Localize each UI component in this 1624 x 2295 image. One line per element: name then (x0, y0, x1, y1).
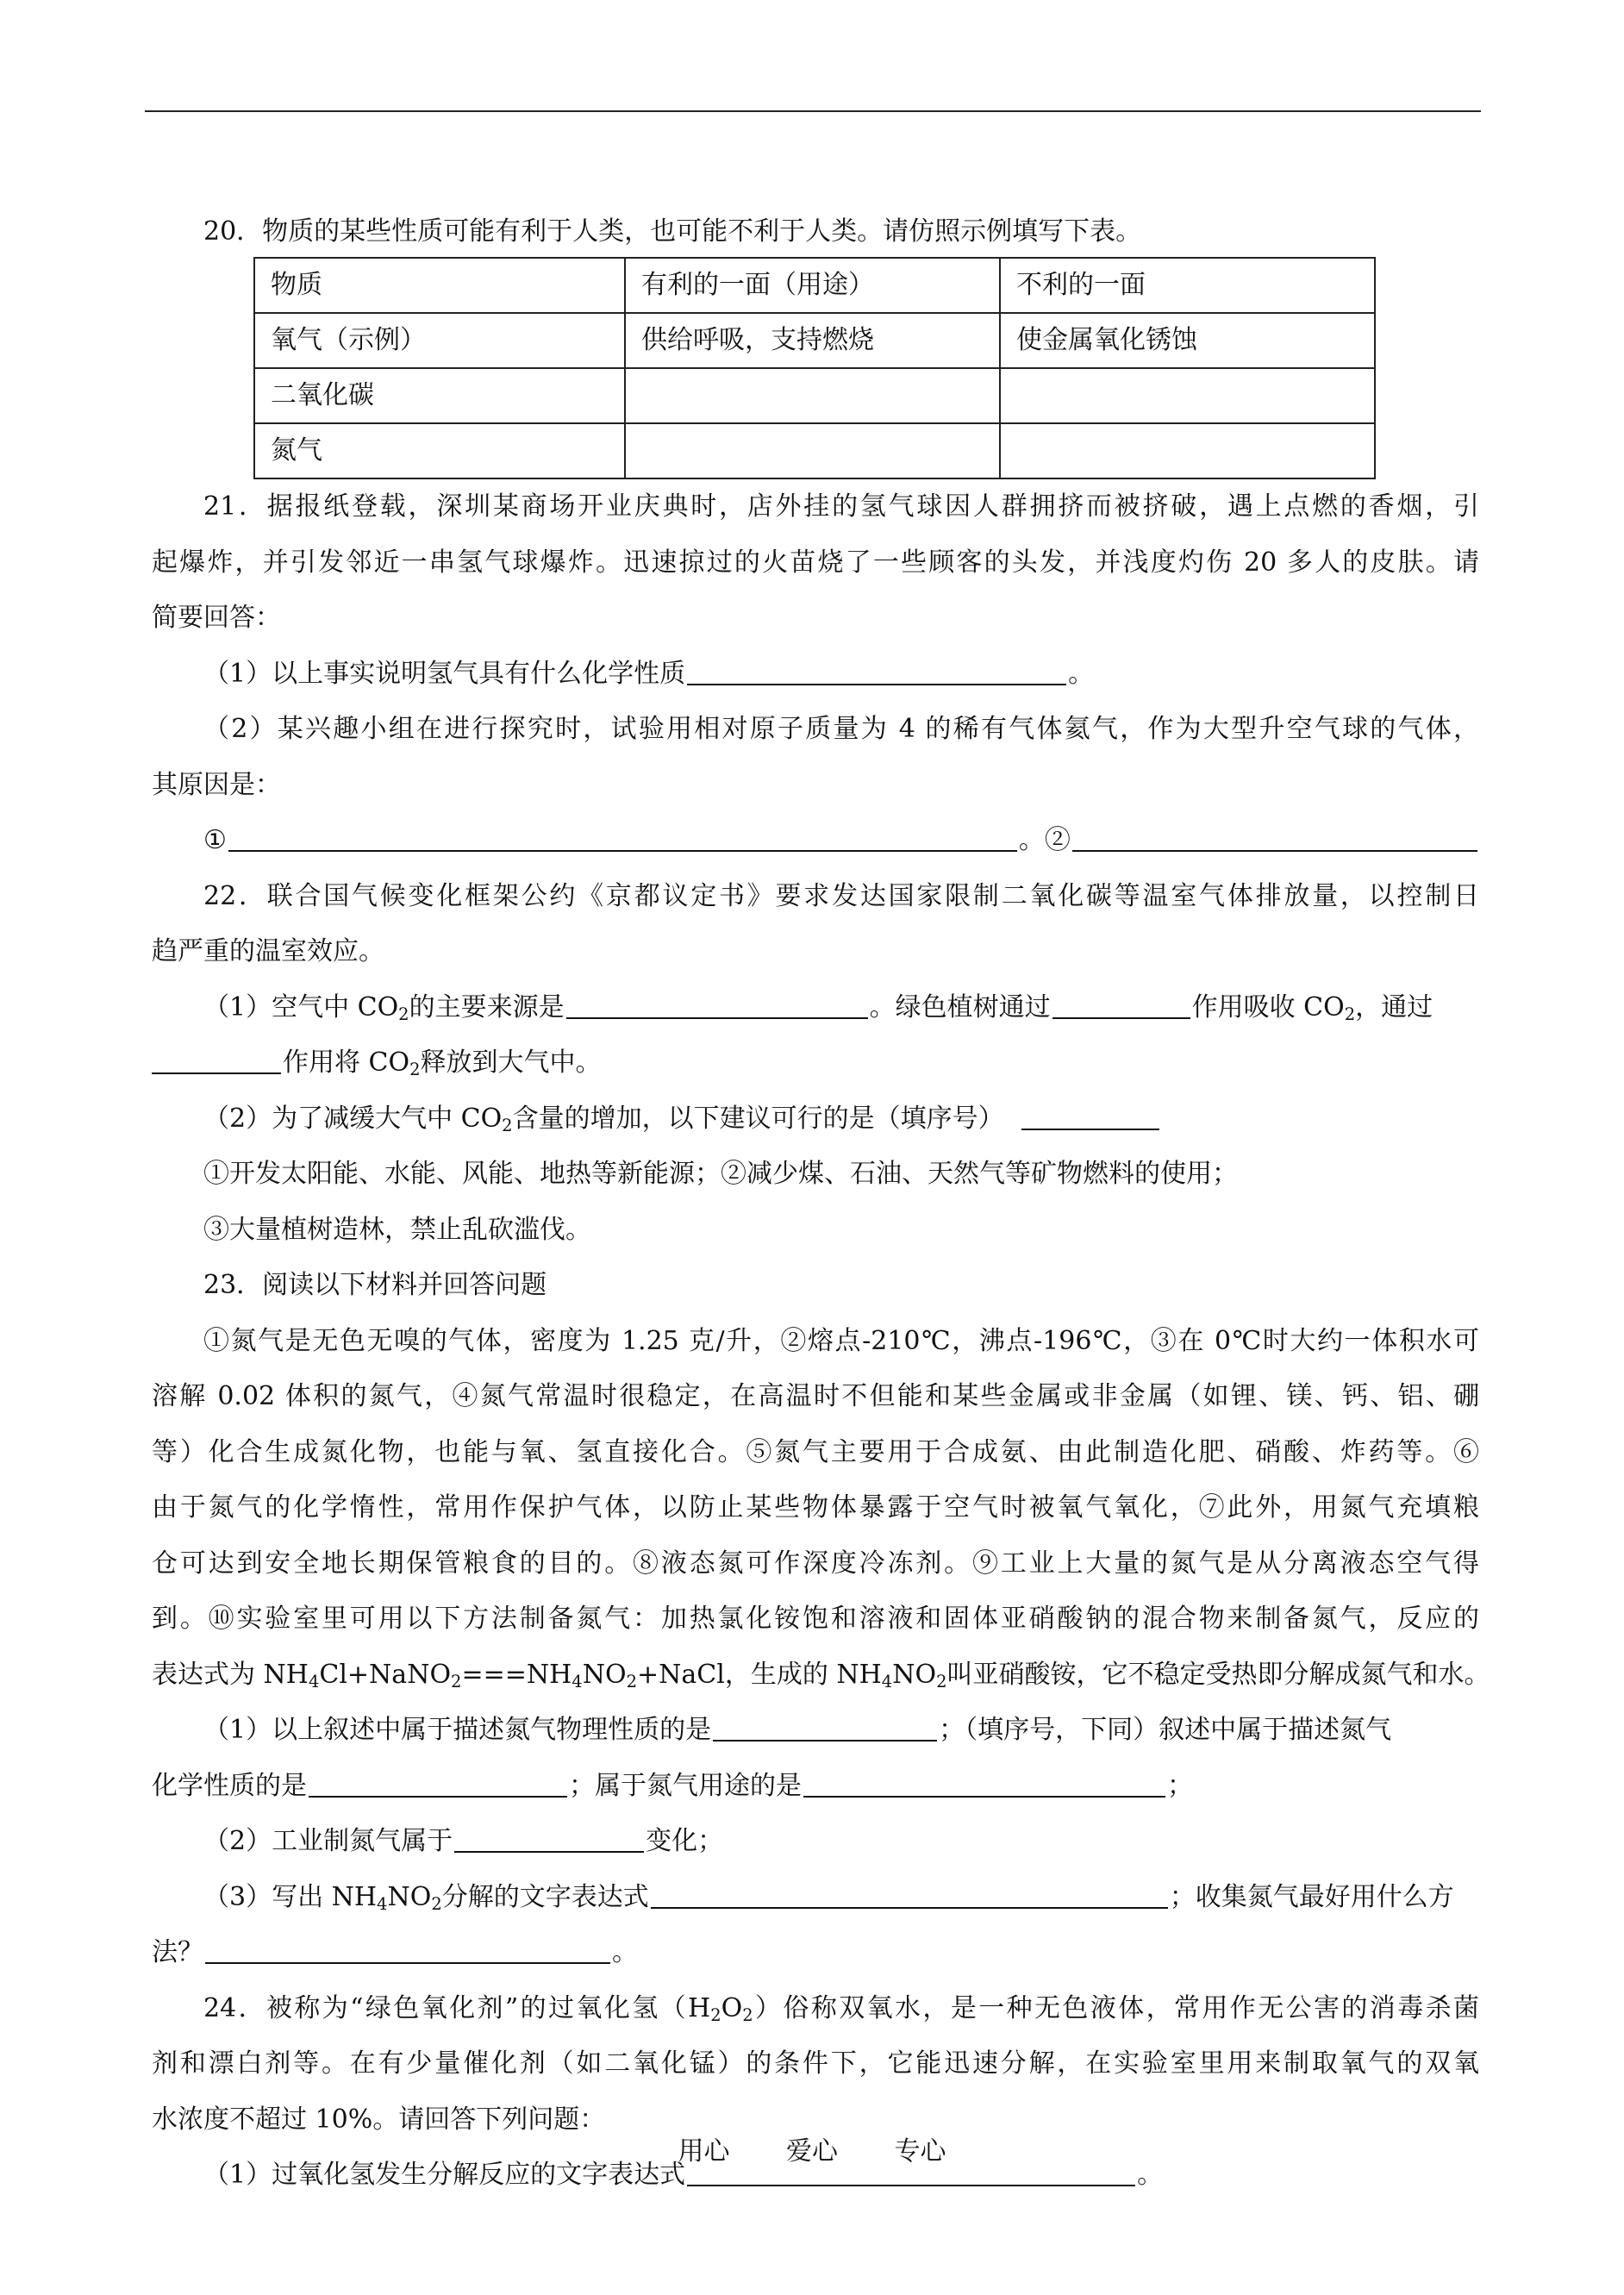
property-table (253, 257, 1376, 479)
table-cell: 二氧化碳 (254, 368, 625, 423)
question-23-para: ①氮气是无色无嗅的气体，密度为 1.25 克/升，②熔点-210℃，沸点-196℃，③在 0℃时大约一体积水可 (203, 1325, 1479, 1356)
formula-text: ===NH (461, 1659, 572, 1690)
question-22-option-2: ③大量植树造林，禁止乱砍滥伐。 (203, 1214, 591, 1245)
table-header-cell: 不利的一面 (1000, 258, 1375, 313)
punctuation: 。 (1137, 2160, 1164, 2190)
subscript: 2 (502, 1115, 513, 1135)
table-cell: 供给呼吸，支持燃烧 (625, 313, 1000, 368)
formula-text: NO (892, 1659, 937, 1690)
answer-cell[interactable] (625, 423, 1000, 478)
prompt-text: （2）为了减缓大气中 CO (203, 1103, 503, 1134)
question-23-para: 到。⑩实验室里可用以下方法制备氮气：加热氯化铵饱和溶液和固体亚硝酸钠的混合物来制备氮气，反应的 (152, 1604, 1479, 1634)
prompt-text: 作用吸收 CO (1191, 991, 1345, 1022)
question-21-part-1 (152, 647, 1479, 703)
subscript: 2 (1344, 1004, 1356, 1024)
subscript: 4 (572, 1671, 583, 1692)
answer-blank[interactable] (713, 1714, 937, 1742)
table-header-cell: 物质 (254, 258, 625, 313)
punctuation: 。 (1068, 658, 1095, 689)
answer-blank[interactable] (687, 658, 1066, 685)
question-21-line-1: 21．据报纸登载，深圳某商场开业庆典时，店外挂的氢气球因人群拥挤而被挤破，遇上点燃的香烟，引 (203, 491, 1479, 522)
formula-text: +NaCl，生成的 NH (637, 1659, 882, 1690)
prompt-text: 法？ (152, 1937, 203, 1967)
subscript: 2 (451, 1671, 462, 1692)
subscript: 4 (308, 1671, 320, 1692)
question-22-option-1: ①开发太阳能、水能、风能、地热等新能源；②减少煤、石油、天然气等矿物燃料的使用； (203, 1159, 1238, 1189)
answer-blank[interactable] (205, 1936, 610, 1964)
question-23-para: 溶解 0.02 体积的氮气，④氮气常温时很稳定，在高温时不但能和某些金属或非金属（如锂、镁、钙、铝、硼 (152, 1381, 1479, 1411)
answer-blank[interactable] (803, 1770, 1165, 1798)
question-23-title: 23．阅读以下材料并回答问题 (203, 1270, 547, 1300)
prompt-text: O (721, 1992, 743, 2023)
subscript: 2 (431, 1893, 442, 1914)
table-header-row (254, 258, 1375, 313)
answer-blank[interactable] (454, 1825, 644, 1853)
subscript: 2 (742, 2004, 753, 2025)
prompt-text: NO (387, 1881, 432, 1912)
formula-text: NO (582, 1659, 627, 1690)
prompt-text: 。绿色植树通过 (869, 991, 1051, 1022)
prompt-text: 含量的增加，以下建议可行的是（填序号） (512, 1103, 1004, 1134)
answer-blank[interactable] (152, 1047, 281, 1074)
subscript: 2 (398, 1004, 409, 1024)
prompt-text: （2）工业制氮气属于 (203, 1826, 453, 1856)
question-24-line-1 (152, 1981, 1479, 2037)
page-footer (0, 2129, 1624, 2167)
question-24-line-2: 剂和漂白剂等。在有少量催化剂（如二氧化锰）的条件下，它能迅速分解，在实验室里用来制取氧气的双氧 (152, 2048, 1479, 2079)
question-23-part-1 (152, 1703, 1479, 1759)
prompt-text: 。 (612, 1937, 638, 1967)
answer-blank[interactable] (1072, 824, 1477, 852)
prompt-text: 变化； (646, 1826, 724, 1856)
question-21-line-2: 起爆炸，并引发邻近一串氢气球爆炸。迅速掠过的火苗烧了一些顾客的头发，并浅度灼伤 20 多人的皮肤。请 (152, 547, 1479, 578)
question-21-part-2: （2）某兴趣小组在进行探究时，试验用相对原子质量为 4 的稀有气体氦气，作为大型升空气球的气体， (203, 714, 1479, 744)
prompt-text: （1）过氧化氢发生分解反应的文字表达式 (203, 2160, 686, 2190)
prompt-text: 24．被称为“绿色氧化剂”的过氧化氢（H (203, 1992, 711, 2023)
prompt-text: 释放到大气中。 (420, 1047, 602, 1078)
question-22-line-1: 22．联合国气候变化框架公约《京都议定书》要求发达国家限制二氧化碳等温室气体排放量，以控制日 (203, 880, 1479, 911)
question-23-part-2 (152, 1814, 1479, 1870)
subscript: 2 (626, 1671, 637, 1692)
prompt-text: ； (1167, 1770, 1193, 1801)
subscript: 2 (409, 1059, 421, 1079)
question-21-part-2-line-2: 其原因是： (152, 769, 281, 800)
footer-text: 爱心 (786, 2136, 838, 2167)
prompt-text: ；（填序号，下同）叙述中属于描述氮气 (939, 1715, 1392, 1745)
answer-blank[interactable] (228, 824, 1017, 852)
footer-text: 用心 (678, 2136, 730, 2167)
question-23-para: 等）化合生成氮化物，也能与氧、氢直接化合。⑤氮气主要用于合成氨、由此制造化肥、硝酸、炸药等。⑥ (152, 1436, 1479, 1467)
document-body (152, 207, 1490, 2204)
answer-cell[interactable] (1000, 423, 1375, 478)
question-23-part-3-line-2 (152, 1925, 1479, 1981)
answer-cell[interactable] (625, 368, 1000, 423)
answer-blank[interactable] (566, 991, 868, 1019)
prompt-text: 作用将 CO (283, 1047, 410, 1078)
header-rule (145, 110, 1481, 112)
subscript: 2 (936, 1671, 947, 1692)
table-row (254, 423, 1375, 478)
question-23-para (152, 1648, 1490, 1704)
formula-text: Cl+NaNO (319, 1659, 452, 1690)
question-22-part-1 (152, 980, 1479, 1036)
prompt-text: 分解的文字表达式 (441, 1881, 649, 1912)
table-cell: 使金属氧化锈蚀 (1000, 313, 1375, 368)
prompt-text: ；收集氮气最好用什么方 (1169, 1881, 1454, 1912)
prompt-text: ；属于氮气用途的是 (569, 1770, 802, 1801)
subscript: 2 (710, 2004, 721, 2025)
prompt-text: 的主要来源是 (409, 991, 565, 1022)
footer-text: 专心 (894, 2136, 946, 2167)
answer-blank[interactable] (1052, 991, 1190, 1019)
question-21-reasons (152, 813, 1479, 869)
prompt-text: 化学性质的是 (152, 1770, 307, 1801)
reason-marker: 。② (1018, 825, 1071, 855)
table-cell: 氮气 (254, 423, 625, 478)
answer-blank[interactable] (651, 1881, 1168, 1909)
question-22-part-1-line-2 (152, 1035, 1479, 1091)
subscript: 4 (881, 1671, 893, 1692)
table-header-cell: 有利的一面（用途） (625, 258, 1000, 313)
question-24-line-3: 水浓度不超过 10%。请回答下列问题： (152, 2104, 606, 2135)
subscript: 4 (377, 1893, 388, 1914)
table-row (254, 368, 1375, 423)
prompt-text: （1）以上叙述中属于描述氮气物理性质的是 (203, 1715, 712, 1745)
table-cell: 氧气（示例） (254, 313, 625, 368)
question-20: 20．物质的某些性质可能有利于人类，也可能不利于人类。请仿照示例填写下表。 (203, 216, 1142, 247)
prompt-text: ，通过 (1355, 991, 1433, 1022)
question-23-para: 仓可达到安全地长期保管粮食的目的。⑧液态氮可作深度冷冻剂。⑨工业上大量的氮气是从分离液态空气得 (152, 1548, 1479, 1579)
question-22-line-2: 趋严重的温室效应。 (152, 936, 384, 966)
answer-cell[interactable] (1000, 368, 1375, 423)
question-21-line-3: 简要回答： (152, 603, 281, 633)
question-23-part-1-line-2 (152, 1759, 1479, 1815)
answer-blank[interactable] (309, 1770, 567, 1798)
answer-blank[interactable] (1021, 1103, 1159, 1130)
prompt-text: （1）以上事实说明氢气具有什么化学性质 (203, 658, 686, 689)
question-23-para: 由于氮气的化学惰性，常用作保护气体，以防止某些物体暴露于空气时被氧气氧化，⑦此外，用氮气充填粮 (152, 1492, 1479, 1523)
prompt-text: （3）写出 NH (203, 1881, 378, 1912)
prompt-text: ）俗称双氧水，是一种无色液体，常用作无公害的消毒杀菌 (753, 1992, 1479, 2023)
question-22-part-2 (152, 1091, 1479, 1148)
question-23-part-3 (152, 1870, 1479, 1926)
formula-text: 表达式为 NH (152, 1659, 309, 1690)
formula-text: 叫亚硝酸铵，它不稳定受热即分解成氮气和水。 (946, 1659, 1490, 1690)
reason-marker: ① (203, 825, 227, 855)
prompt-text: （1）空气中 CO (203, 991, 399, 1022)
table-row (254, 313, 1375, 368)
